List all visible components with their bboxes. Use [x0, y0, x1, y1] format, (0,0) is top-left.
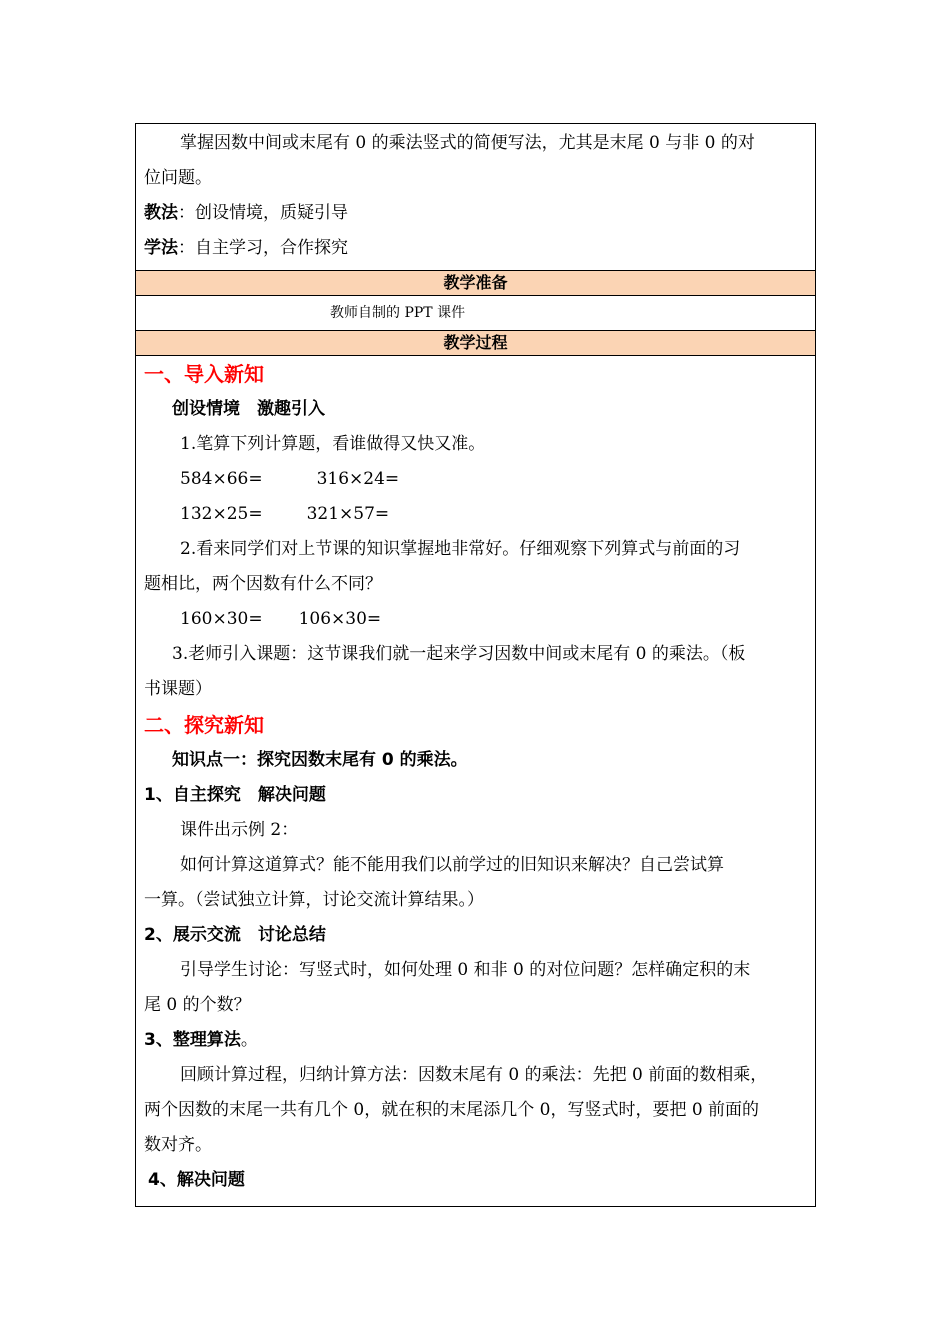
equation-2a: 132×25=: [180, 504, 263, 524]
heading-1-text-1: 课件出示例 2：: [180, 820, 299, 840]
objective-line-2: 位问题。: [144, 168, 212, 188]
heading-3-text-line-2: 两个因数的末尾一共有几个 0，就在积的末尾添几个 0，写竖式时，要把 0 前面的: [144, 1100, 760, 1120]
heading-4: 4、解决问题: [148, 1170, 245, 1190]
equation-2b: 321×57=: [306, 504, 390, 524]
question-3-line-2: 书课题）: [144, 679, 212, 699]
section-1-subtitle: 创设情境 激趣引入: [172, 399, 325, 419]
objective-line-1: 掌握因数中间或末尾有 0 的乘法竖式的简便写法，尤其是末尾 0 与非 0 的对: [180, 133, 755, 153]
equation-row-3: [136, 602, 815, 637]
equation-row-2: [136, 497, 815, 532]
heading-1-text-2-line-2: 一算。（尝试独立计算，讨论交流计算结果。）: [144, 890, 484, 910]
heading-1: 1、自主探究 解决问题: [144, 785, 326, 805]
knowledge-point-1: 知识点一：探究因数末尾有 0 的乘法。: [172, 750, 468, 770]
question-2-line-1: 2.看来同学们对上节课的知识掌握地非常好。仔细观察下列算式与前面的习: [180, 539, 741, 559]
question-2-line-2: 题相比，两个因数有什么不同？: [144, 574, 382, 594]
question-1: 1.笔算下列计算题，看谁做得又快又准。: [180, 434, 486, 454]
heading-3-label: 3、整理算法: [144, 1030, 241, 1050]
objectives-block: [135, 123, 816, 270]
prep-text: 教师自制的 PPT 课件: [135, 295, 816, 330]
process-header: 教学过程: [135, 330, 816, 355]
section-2-title: 二、探究新知: [144, 713, 264, 737]
equation-3b: 106×30=: [298, 609, 382, 629]
learning-method-label: 学法: [144, 238, 178, 258]
learning-method-text: ：自主学习，合作探究: [178, 238, 348, 258]
equation-row-1: [136, 462, 815, 497]
process-body: [135, 355, 816, 1207]
heading-2: 2、展示交流 讨论总结: [144, 925, 326, 945]
heading-3-text-line-3: 数对齐。: [144, 1135, 212, 1155]
heading-1-text-2-line-1: 如何计算这道算式？能不能用我们以前学过的旧知识来解决？自己尝试算: [180, 855, 724, 875]
heading-2-text-line-2: 尾 0 的个数？: [144, 995, 251, 1015]
heading-3-text-line-1: 回顾计算过程，归纳计算方法：因数末尾有 0 的乘法：先把 0 前面的数相乘，: [180, 1065, 768, 1085]
heading-3: [136, 1023, 815, 1058]
teaching-method-label: 教法: [144, 203, 178, 223]
heading-3-dot: 。: [240, 1030, 258, 1050]
section-1-title: 一、导入新知: [144, 362, 264, 386]
question-3-line-1: 3.老师引入课题：这节课我们就一起来学习因数中间或末尾有 0 的乘法。（板: [172, 644, 746, 664]
equation-1b: 316×24=: [316, 469, 400, 489]
learning-method: [136, 231, 815, 266]
heading-2-text-line-1: 引导学生讨论：写竖式时，如何处理 0 和非 0 的对位问题？怎样确定积的末: [180, 960, 751, 980]
teaching-method: [136, 196, 815, 231]
equation-3a: 160×30=: [180, 609, 263, 629]
equation-1a: 584×66=: [180, 469, 263, 489]
teaching-method-text: ：创设情境，质疑引导: [178, 203, 348, 223]
lesson-plan-table: [135, 123, 816, 1207]
prep-header: 教学准备: [135, 270, 816, 295]
